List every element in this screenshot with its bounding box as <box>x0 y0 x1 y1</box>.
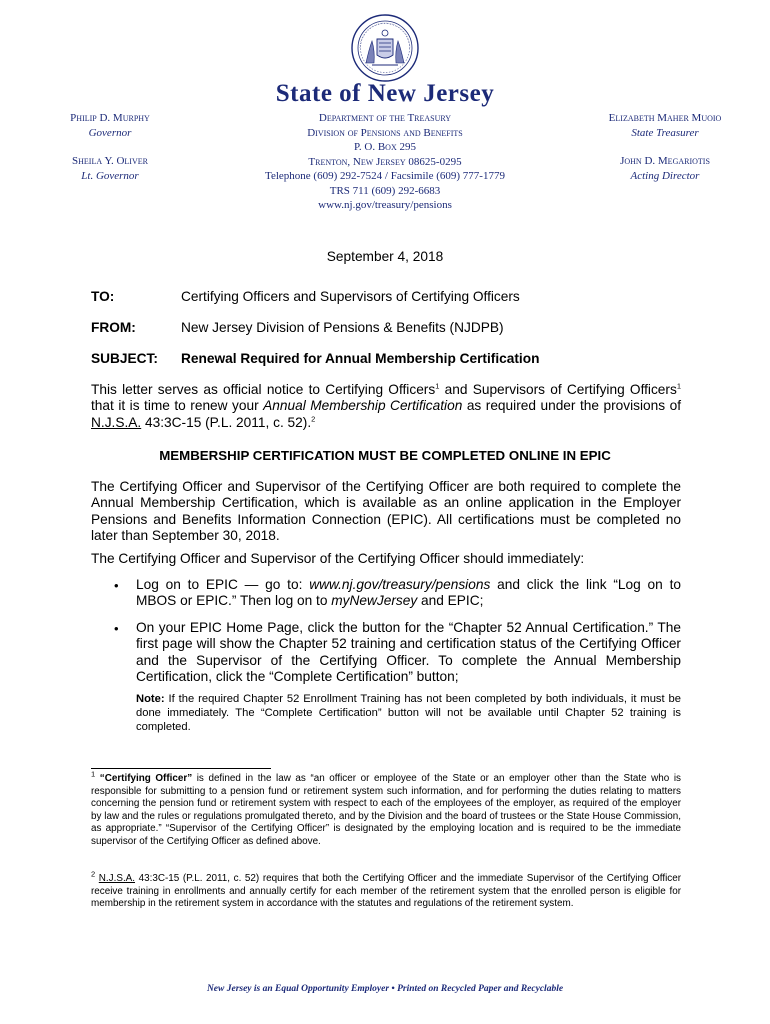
footnote-1: $^1$ “Certifying Officer” is defined in the law as “an officer or employee of the State or an employer other than the State who is responsible for submitting to a pension fund or retirement system such information, and for performing the duties relating to matters concerning the pension fund or retirement system with respect to each of the employees of the employer, as required of the employer by law and the rules or regulations promulgated thereto, and by the Division and the board of trustees or the State House Commission, as appropriate.” “Supervisor of the Certifying Officer” is designated by the employing location and is required to be the immediate supervisor of the Certifying Officer as defined above. <box>91 769 681 847</box>
director-name: John D. Megariotis <box>620 155 710 167</box>
from-label: FROM: <box>91 320 136 335</box>
from-value: New Jersey Division of Pensions & Benefits (NJDPB) <box>181 320 504 335</box>
governor-title: Governor <box>88 126 132 139</box>
subject-label: SUBJECT: <box>91 351 158 366</box>
instructions-intro: The Certifying Officer and Supervisor of the Certifying Officer should immediately: <box>91 551 585 566</box>
website-link[interactable]: www.nj.gov/treasury/pensions <box>318 199 452 211</box>
letter-date: September 4, 2018 <box>326 249 444 264</box>
bullet-marker: • <box>114 578 119 593</box>
footnote-2: $^2$ N.J.S.A. 43:3C-15 (P.L. 2011, c. 52) requires that both the Certifying Officer and the immediate Supervisor of the Certifying Officer receive training in enrollments and annually certify for each member of the retirement system that the enrolled person is eligible for membership in the retirement system in accordance with the statutes and regulations of the retirement system. <box>91 869 682 910</box>
subject-value: Renewal Required for Annual Membership Certification <box>181 351 540 366</box>
intro-paragraph: This letter serves as official notice to Certifying Officers$^1$ and Supervisors of Certifying Officers$^1$ that it is time to renew your Annual Membership Certification as required under the provisions of N.J.S.A. 43:3C-15 (P.L. 2011, c. 52).$^2$ <box>91 381 681 430</box>
lt-governor-title: Lt. Governor <box>81 169 139 182</box>
governor-name: Philip D. Murphy <box>70 112 150 124</box>
bullet-item-epic-home: On your EPIC Home Page, click the button for the “Chapter 52 Annual Certification.” The first page will show the Chapter 52 training and certification status of the Certifying Officer and the Supervisor of the Certifying Officer. To complete the Annual Membership Certification, click the “Complete Certification” button; <box>136 620 681 684</box>
section-heading: MEMBERSHIP CERTIFICATION MUST BE COMPLETED ONLINE IN EPIC <box>159 448 611 463</box>
treasury-link[interactable]: www.nj.gov/treasury/pensions <box>309 577 491 592</box>
to-value: Certifying Officers and Supervisors of Certifying Officers <box>181 289 520 304</box>
po-box: P. O. Box 295 <box>354 141 416 153</box>
department-name: Department of the Treasury <box>318 112 452 124</box>
treasurer-name: Elizabeth Maher Muoio <box>608 112 722 124</box>
treasurer-block <box>570 111 760 183</box>
state-seal-icon <box>350 13 420 83</box>
letterhead-title: State of New Jersey <box>275 80 495 107</box>
lt-governor-name: Sheila Y. Oliver <box>72 155 148 167</box>
footnote-divider <box>91 768 271 769</box>
footnote-ref-2: 2 <box>311 414 316 424</box>
bullet-item-log-on: Log on to EPIC — go to: www.nj.gov/treasury/pensions and click the link “Log on to MBOS or EPIC.” Then log on to myNewJersey and EPIC; <box>136 577 681 609</box>
to-label: TO: <box>91 289 115 304</box>
trs-line: TRS 711 (609) 292-6683 <box>329 184 441 197</box>
governor-block <box>30 111 190 183</box>
bullet-marker: • <box>114 621 119 636</box>
director-title: Acting Director <box>630 169 700 182</box>
footnote-ref-1: 1 <box>435 381 440 391</box>
page-footer: New Jersey is an Equal Opportunity Employer • Printed on Recycled Paper and Recyclable <box>206 984 564 994</box>
treasurer-title: State Treasurer <box>631 126 699 139</box>
footnote-ref-1b: 1 <box>676 381 681 391</box>
certification-paragraph: The Certifying Officer and Supervisor of the Certifying Officer are both required to complete the Annual Membership Certification, which is available as an online application in the Employer Pensions and Benefits Information Connection (EPIC). All certifications must be completed no later than September 30, 2018. <box>91 479 681 543</box>
note-paragraph: Note: If the required Chapter 52 Enrollment Training has not been completed by both individuals, it must be done immediately. The “Complete Certification” button will not be available until Chapter 52 training is completed. <box>136 693 681 733</box>
division-name: Division of Pensions and Benefits <box>307 126 463 139</box>
city-address: Trenton, New Jersey 08625-0295 <box>308 155 462 168</box>
department-block <box>235 111 535 213</box>
phone-line: Telephone (609) 292-7524 / Facsimile (609) 777-1779 <box>265 170 505 182</box>
